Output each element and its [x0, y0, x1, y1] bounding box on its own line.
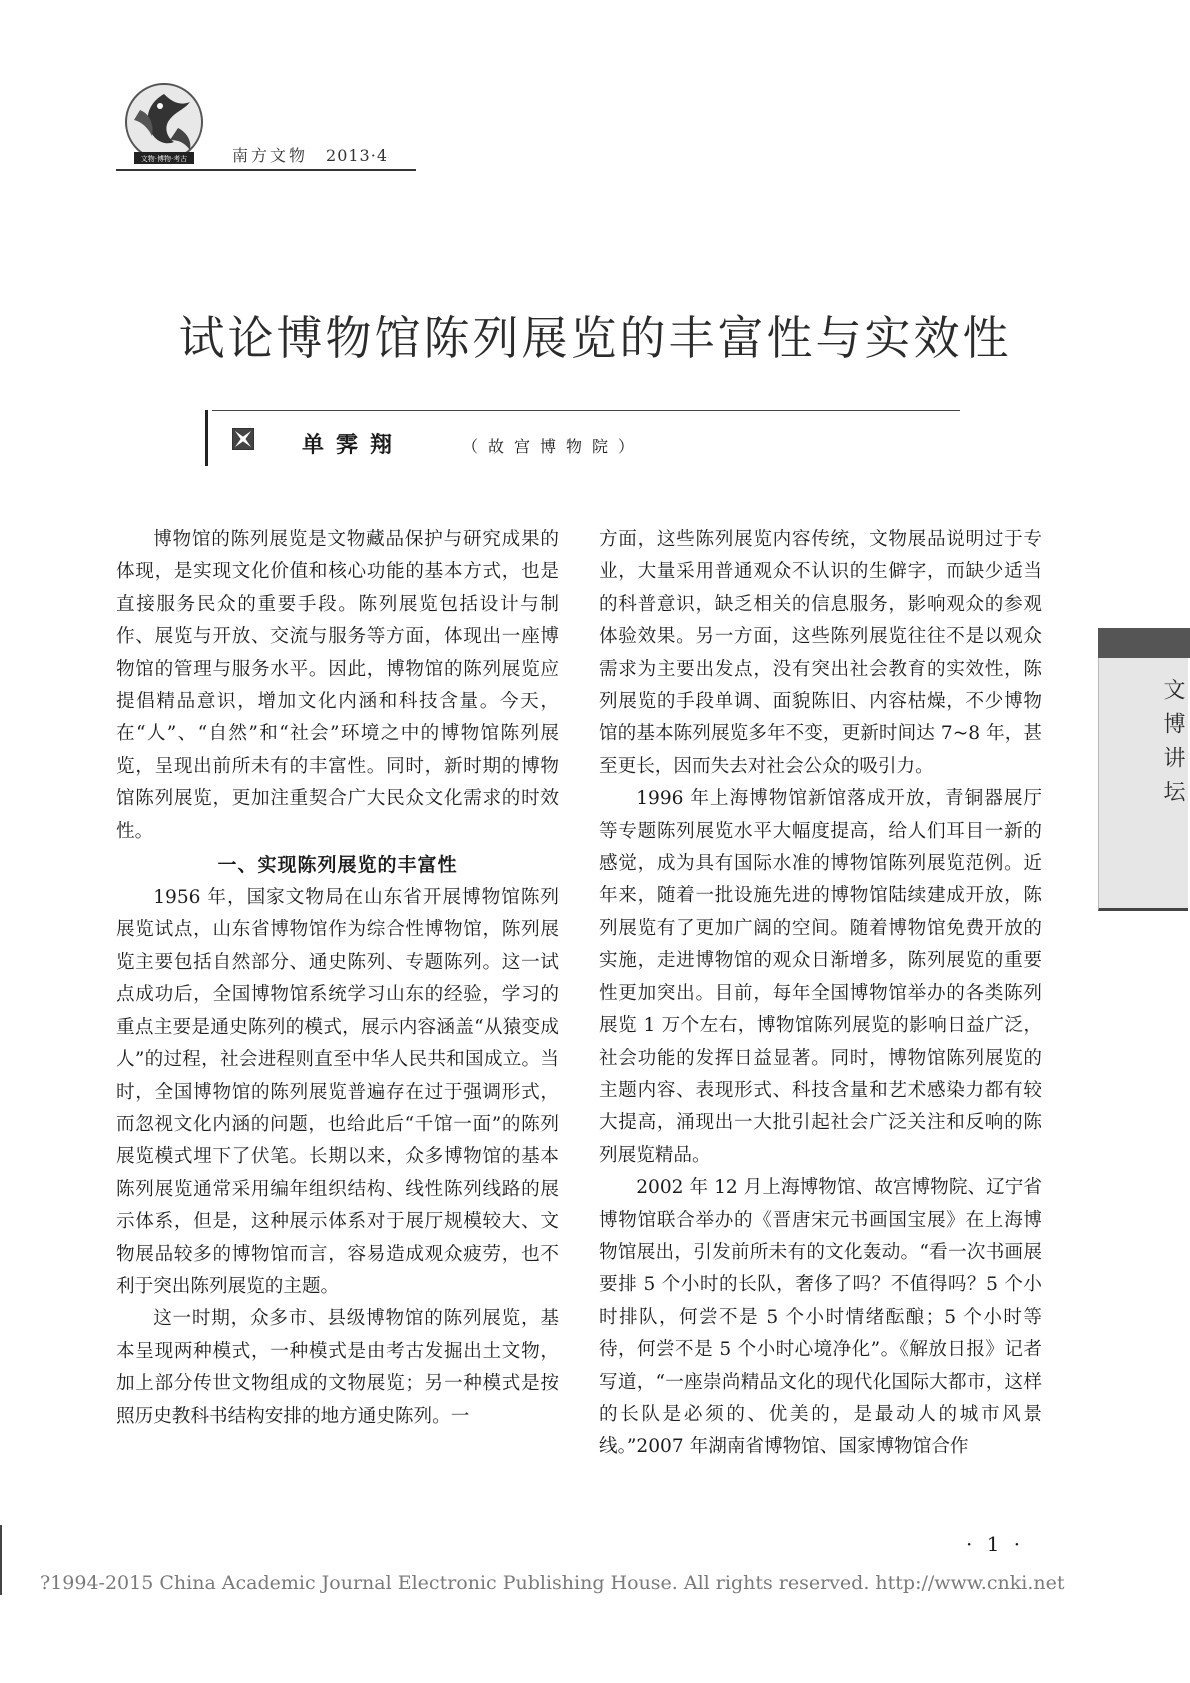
paragraph: 1996 年上海博物馆新馆落成开放，青铜器展厅等专题陈列展览水平大幅度提高，给人们耳目一新的感觉，成为具有国际水准的博物馆陈列展览范例。近年来，随着一批设施先进的博物馆陆续建成开放，陈列展览有了更加广阔的空间。随着博物馆免费开放的实施，走进博物馆的观众日渐增多，陈列展览的重要性更加突出。目前，每年全国博物馆举办的各类陈列展览 1 万个左右，博物馆陈列展览的影响日益广泛，社会功能的发挥日益显著。同时，博物馆陈列展览的主题内容、表现形式、科技含量和艺术感染力都有较大提高，涌现出一大批引起社会广泛关注和反响的陈列展览精品。: [599, 788, 1042, 1166]
author-diamond-icon: [232, 428, 254, 450]
paragraph: 1956 年，国家文物局在山东省开展博物馆陈列展览试点，山东省博物馆作为综合性博物馆，陈列展览主要包括自然部分、通史陈列、专题陈列。这一试点成功后，全国博物馆系统学习山东的经验，学习的重点主要是通史陈列的模式，展示内容涵盖“从猿变成人”的过程，社会进程则直至中华人民共和国成立。当时，全国博物馆的陈列展览普遍存在过于强调形式，而忽视文化内涵的问题，也给此后“千馆一面”的陈列展览模式埋下了伏笔。长期以来，众多博物馆的基本陈列展览通常采用编年组织结构、线性陈列线路的展示体系，但是，这种展示体系对于展厅规模较大、文物展品较多的博物馆而言，容易造成观众疲劳，也不利于突出陈列展览的主题。: [116, 887, 559, 1297]
author-affiliation: （故宫博物院）: [462, 437, 645, 456]
copyright-notice: ?1994-2015 China Academic Journal Electronic Publishing House. All rights reserved. http://www.cnki.net: [40, 1572, 1065, 1594]
logo-caption: 文物·博物·考古: [140, 155, 188, 163]
journal-header: [232, 143, 388, 166]
section-heading: 一、实现陈列展览的丰富性: [217, 854, 458, 877]
author-bar: [205, 410, 208, 466]
author-name: 单霁翔: [302, 432, 405, 458]
journal-logo: [120, 80, 208, 168]
section-side-tab: [1098, 658, 1188, 911]
journal-issue: 2013·4: [326, 146, 388, 165]
paragraph: 这一时期，众多市、县级博物馆的陈列展览，基本呈现两种模式，一种模式是由考古发掘出土文物，加上部分传世文物组成的文物展览；另一种模式是按照历史教科书结构安排的地方通史陈列。一: [116, 1308, 559, 1427]
page-number: · 1 ·: [966, 1532, 1025, 1556]
left-column: [116, 524, 559, 1433]
article-title: 试论博物馆陈列展览的丰富性与实效性: [178, 311, 1012, 365]
header-divider: [116, 169, 416, 171]
author-rule: [212, 410, 960, 411]
paragraph: 博物馆的陈列展览是文物藏品保护与研究成果的体现，是实现文化价值和核心功能的基本方式，也是直接服务民众的重要手段。陈列展览包括设计与制作、展览与开放、交流与服务等方面，体现出一座博物馆的管理与服务水平。因此，博物馆的陈列展览应提倡精品意识，增加文化内涵和科技含量。今天，在“人”、“自然”和“社会”环境之中的博物馆陈列展览，呈现出前所未有的丰富性。同时，新时期的博物馆陈列展览，更加注重契合广大民众文化需求的时效性。: [116, 529, 559, 842]
phoenix-emblem-icon: [120, 80, 208, 168]
side-tab-cap: [1098, 628, 1190, 658]
edge-mark: [0, 1525, 2, 1595]
paragraph: 方面，这些陈列展览内容传统，文物展品说明过于专业，大量采用普通观众不认识的生僻字，而缺少适当的科普意识，缺乏相关的信息服务，影响观众的参观体验效果。另一方面，这些陈列展览往往不是以观众需求为主要出发点，没有突出社会教育的实效性，陈列展览的手段单调、面貌陈旧、内容枯燥，不少博物馆的基本陈列展览多年不变，更新时间达 7~8 年，甚至更长，因而失去对社会公众的吸引力。: [599, 529, 1042, 777]
right-column: [599, 524, 1042, 1464]
journal-name: 南方文物: [232, 146, 309, 165]
paragraph: 2002 年 12 月上海博物馆、故宫博物院、辽宁省博物馆联合举办的《晋唐宋元书画国宝展》在上海博物馆展出，引发前所未有的文化轰动。“看一次书画展要排 5 个小时的长队，奢侈了吗？不值得吗？5 个小时排队，何尝不是 5 个小时情绪酝酿；5 个小时等待，何尝不是 5 个小时心境净化”。《解放日报》记者写道，“一座崇尚精品文化的现代化国际大都市，这样的长队是必须的、优美的，是最动人的城市风景线。”2007 年湖南省博物馆、国家博物馆合作: [599, 1177, 1042, 1458]
side-tab-label: 文博讲坛: [1160, 678, 1185, 814]
